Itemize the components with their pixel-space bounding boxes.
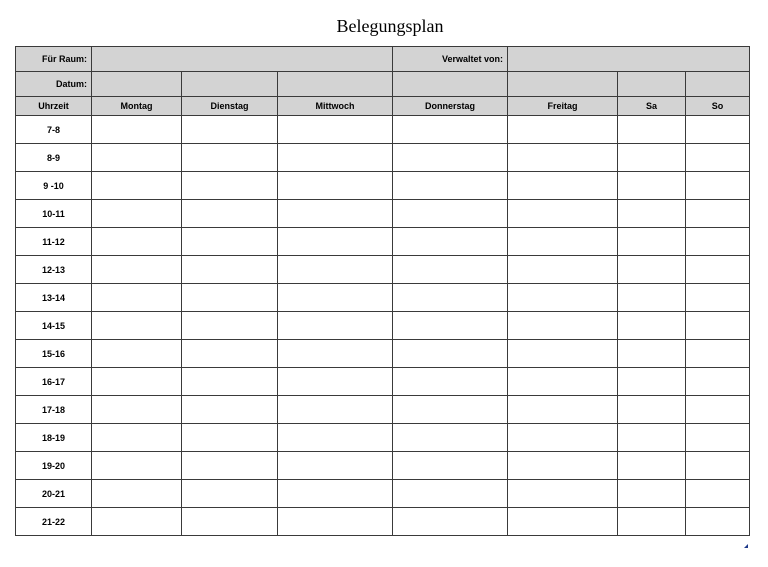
schedule-cell[interactable] bbox=[686, 172, 750, 200]
schedule-cell[interactable] bbox=[686, 228, 750, 256]
schedule-cell[interactable] bbox=[393, 256, 508, 284]
column-header-freitag: Freitag bbox=[508, 97, 618, 116]
schedule-cell[interactable] bbox=[393, 284, 508, 312]
document-title: Belegungsplan bbox=[336, 16, 444, 36]
time-slot-row bbox=[16, 480, 750, 508]
time-slot-row bbox=[16, 368, 750, 396]
date-cell-dienstag[interactable] bbox=[182, 72, 278, 97]
schedule-cell[interactable] bbox=[618, 144, 686, 172]
schedule-cell[interactable] bbox=[278, 256, 393, 284]
schedule-cell[interactable] bbox=[393, 312, 508, 340]
time-slot-row bbox=[16, 256, 750, 284]
schedule-cell[interactable] bbox=[618, 200, 686, 228]
time-slot-row bbox=[16, 508, 750, 536]
schedule-cell[interactable] bbox=[686, 144, 750, 172]
schedule-cell[interactable] bbox=[182, 256, 278, 284]
schedule-cell[interactable] bbox=[92, 116, 182, 144]
schedule-cell[interactable] bbox=[686, 424, 750, 452]
schedule-cell[interactable] bbox=[92, 200, 182, 228]
schedule-cell[interactable] bbox=[393, 340, 508, 368]
schedule-cell[interactable] bbox=[508, 144, 618, 172]
schedule-cell[interactable] bbox=[278, 144, 393, 172]
time-slot-row bbox=[16, 424, 750, 452]
managed-by-label: Verwaltet von: bbox=[393, 47, 508, 72]
schedule-cell[interactable] bbox=[278, 116, 393, 144]
schedule-cell[interactable] bbox=[182, 172, 278, 200]
schedule-cell[interactable] bbox=[508, 256, 618, 284]
time-slot-label: 15-16 bbox=[16, 340, 92, 368]
column-header-donnerstag: Donnerstag bbox=[393, 97, 508, 116]
schedule-cell[interactable] bbox=[618, 312, 686, 340]
time-slot-row bbox=[16, 340, 750, 368]
time-slot-label: 17-18 bbox=[16, 396, 92, 424]
schedule-table bbox=[15, 46, 750, 536]
resize-handle-icon bbox=[744, 544, 748, 548]
schedule-cell[interactable] bbox=[92, 172, 182, 200]
room-label: Für Raum: bbox=[16, 47, 92, 72]
schedule-cell[interactable] bbox=[686, 312, 750, 340]
schedule-cell[interactable] bbox=[508, 116, 618, 144]
schedule-cell[interactable] bbox=[686, 340, 750, 368]
schedule-cell[interactable] bbox=[686, 480, 750, 508]
schedule-cell[interactable] bbox=[508, 340, 618, 368]
schedule-cell[interactable] bbox=[92, 508, 182, 536]
schedule-cell[interactable] bbox=[618, 284, 686, 312]
schedule-cell[interactable] bbox=[92, 284, 182, 312]
time-slot-label: 18-19 bbox=[16, 424, 92, 452]
date-cell-so[interactable] bbox=[686, 72, 750, 97]
schedule-cell[interactable] bbox=[618, 508, 686, 536]
time-slot-label: 20-21 bbox=[16, 480, 92, 508]
schedule-cell[interactable] bbox=[278, 508, 393, 536]
schedule-cell[interactable] bbox=[278, 452, 393, 480]
room-row bbox=[16, 47, 750, 72]
time-slot-row bbox=[16, 144, 750, 172]
schedule-cell[interactable] bbox=[278, 200, 393, 228]
schedule-cell[interactable] bbox=[278, 312, 393, 340]
column-header-mittwoch: Mittwoch bbox=[278, 97, 393, 116]
schedule-cell[interactable] bbox=[686, 452, 750, 480]
schedule-cell[interactable] bbox=[278, 284, 393, 312]
schedule-cell[interactable] bbox=[618, 116, 686, 144]
schedule-cell[interactable] bbox=[508, 228, 618, 256]
date-cell-montag[interactable] bbox=[92, 72, 182, 97]
time-slot-row bbox=[16, 452, 750, 480]
schedule-cell[interactable] bbox=[278, 228, 393, 256]
schedule-cell[interactable] bbox=[182, 284, 278, 312]
date-row bbox=[16, 72, 750, 97]
schedule-cell[interactable] bbox=[508, 200, 618, 228]
schedule-cell[interactable] bbox=[92, 144, 182, 172]
schedule-cell[interactable] bbox=[686, 368, 750, 396]
schedule-cell[interactable] bbox=[686, 200, 750, 228]
schedule-cell[interactable] bbox=[182, 452, 278, 480]
schedule-cell[interactable] bbox=[508, 396, 618, 424]
column-header-montag: Montag bbox=[92, 97, 182, 116]
schedule-cell[interactable] bbox=[278, 480, 393, 508]
schedule-cell[interactable] bbox=[686, 508, 750, 536]
time-slot-label: 21-22 bbox=[16, 508, 92, 536]
time-slot-label: 13-14 bbox=[16, 284, 92, 312]
schedule-cell[interactable] bbox=[618, 256, 686, 284]
schedule-cell[interactable] bbox=[393, 228, 508, 256]
time-slot-row bbox=[16, 312, 750, 340]
schedule-cell[interactable] bbox=[278, 424, 393, 452]
date-label: Datum: bbox=[16, 72, 92, 97]
schedule-cell[interactable] bbox=[393, 116, 508, 144]
column-header-uhrzeit: Uhrzeit bbox=[16, 97, 92, 116]
time-slot-label: 12-13 bbox=[16, 256, 92, 284]
date-cell-donnerstag[interactable] bbox=[393, 72, 508, 97]
time-slot-row bbox=[16, 200, 750, 228]
schedule-cell[interactable] bbox=[618, 424, 686, 452]
schedule-cell[interactable] bbox=[393, 508, 508, 536]
time-slot-label: 7-8 bbox=[16, 116, 92, 144]
schedule-cell[interactable] bbox=[393, 480, 508, 508]
schedule-cell[interactable] bbox=[182, 508, 278, 536]
schedule-cell[interactable] bbox=[182, 424, 278, 452]
time-slot-row bbox=[16, 172, 750, 200]
schedule-cell[interactable] bbox=[92, 424, 182, 452]
column-header-so: So bbox=[686, 97, 750, 116]
schedule-cell[interactable] bbox=[508, 452, 618, 480]
schedule-cell[interactable] bbox=[618, 480, 686, 508]
schedule-cell[interactable] bbox=[393, 200, 508, 228]
schedule-cell[interactable] bbox=[92, 452, 182, 480]
schedule-cell[interactable] bbox=[182, 200, 278, 228]
time-slot-label: 8-9 bbox=[16, 144, 92, 172]
schedule-cell[interactable] bbox=[618, 368, 686, 396]
schedule-cell[interactable] bbox=[92, 480, 182, 508]
schedule-cell[interactable] bbox=[92, 396, 182, 424]
schedule-cell[interactable] bbox=[618, 172, 686, 200]
schedule-cell[interactable] bbox=[278, 172, 393, 200]
schedule-cell[interactable] bbox=[92, 340, 182, 368]
schedule-cell[interactable] bbox=[508, 480, 618, 508]
schedule-cell[interactable] bbox=[182, 480, 278, 508]
time-slot-row bbox=[16, 116, 750, 144]
schedule-cell[interactable] bbox=[393, 424, 508, 452]
schedule-cell[interactable] bbox=[92, 228, 182, 256]
time-slot-row bbox=[16, 228, 750, 256]
schedule-cell[interactable] bbox=[508, 368, 618, 396]
schedule-cell[interactable] bbox=[618, 340, 686, 368]
schedule-cell[interactable] bbox=[92, 368, 182, 396]
time-slot-label: 14-15 bbox=[16, 312, 92, 340]
schedule-cell[interactable] bbox=[182, 312, 278, 340]
room-field[interactable] bbox=[92, 47, 393, 72]
schedule-cell[interactable] bbox=[618, 228, 686, 256]
schedule-cell[interactable] bbox=[686, 256, 750, 284]
schedule-cell[interactable] bbox=[182, 396, 278, 424]
time-slot-label: 10-11 bbox=[16, 200, 92, 228]
date-cell-mittwoch[interactable] bbox=[278, 72, 393, 97]
time-slot-label: 11-12 bbox=[16, 228, 92, 256]
schedule-cell[interactable] bbox=[393, 368, 508, 396]
schedule-cell[interactable] bbox=[618, 452, 686, 480]
schedule-cell[interactable] bbox=[92, 256, 182, 284]
time-slot-label: 16-17 bbox=[16, 368, 92, 396]
date-cell-freitag[interactable] bbox=[508, 72, 618, 97]
date-cell-sa[interactable] bbox=[618, 72, 686, 97]
schedule-cell[interactable] bbox=[508, 284, 618, 312]
schedule-cell[interactable] bbox=[508, 172, 618, 200]
schedule-cell[interactable] bbox=[182, 144, 278, 172]
schedule-cell[interactable] bbox=[508, 508, 618, 536]
time-slot-row bbox=[16, 396, 750, 424]
schedule-cell[interactable] bbox=[686, 116, 750, 144]
column-header-dienstag: Dienstag bbox=[182, 97, 278, 116]
schedule-cell[interactable] bbox=[182, 340, 278, 368]
schedule-cell[interactable] bbox=[393, 452, 508, 480]
schedule-cell[interactable] bbox=[278, 368, 393, 396]
time-slot-label: 9 -10 bbox=[16, 172, 92, 200]
schedule-cell[interactable] bbox=[508, 424, 618, 452]
schedule-cell[interactable] bbox=[182, 368, 278, 396]
schedule-cell[interactable] bbox=[393, 172, 508, 200]
schedule-cell[interactable] bbox=[92, 312, 182, 340]
schedule-cell[interactable] bbox=[182, 228, 278, 256]
schedule-cell[interactable] bbox=[508, 312, 618, 340]
schedule-cell[interactable] bbox=[618, 396, 686, 424]
schedule-cell[interactable] bbox=[182, 116, 278, 144]
schedule-cell[interactable] bbox=[393, 144, 508, 172]
schedule-cell[interactable] bbox=[393, 396, 508, 424]
column-header-sa: Sa bbox=[618, 97, 686, 116]
schedule-cell[interactable] bbox=[686, 284, 750, 312]
schedule-cell[interactable] bbox=[278, 340, 393, 368]
managed-by-field[interactable] bbox=[508, 47, 750, 72]
time-slot-label: 19-20 bbox=[16, 452, 92, 480]
day-header-row bbox=[16, 97, 750, 116]
time-slot-row bbox=[16, 284, 750, 312]
schedule-cell[interactable] bbox=[686, 396, 750, 424]
schedule-cell[interactable] bbox=[278, 396, 393, 424]
